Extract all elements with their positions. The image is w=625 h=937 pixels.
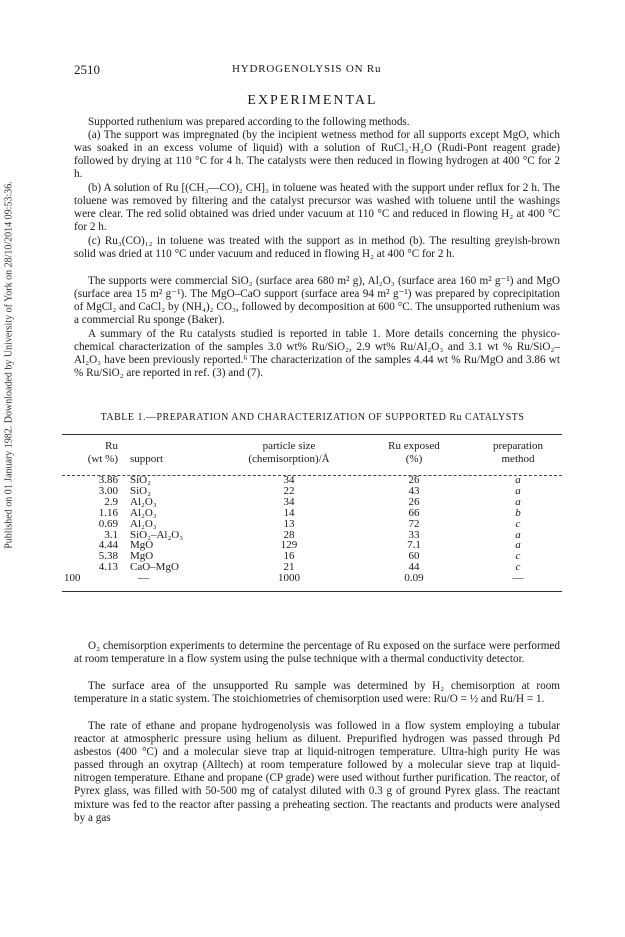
table-cell: 4.13 <box>98 561 118 574</box>
table-cell: c <box>515 550 521 563</box>
table-cell: 34 <box>283 495 295 508</box>
table-cell: 14 <box>283 506 295 519</box>
table-cell: 60 <box>408 550 420 563</box>
table-cell: 26 <box>408 474 420 486</box>
col-header-ru <box>62 440 130 475</box>
table-cell: 1.16 <box>98 506 118 519</box>
table-caption: TABLE 1.—PREPARATION AND CHARACTERIZATION OF SUPPORTED Ru CATALYSTS <box>100 412 525 423</box>
col-header-text: Ru exposed <box>388 440 440 452</box>
table-cell: 7.1 <box>407 539 421 552</box>
col-header-text: method <box>501 453 535 465</box>
table-cell: c <box>515 517 521 530</box>
table-cell: 72 <box>408 517 420 530</box>
paragraph-method-a: (a) The support was impregnated (by the incipient wetness method for all supports except MgO, which was soaked in an excess volume of liquid) with a solution of RuCl₃·H₂O (Rudi-Pont reagent grade) followed by drying at 110 °C for 4 h. The catalysts were then reduced in flowing hydrogen at 400 °C for 2 h. <box>74 129 560 181</box>
paragraph-intro: Supported ruthenium was prepared according to the following methods. <box>88 116 410 128</box>
paragraph-method-b: (b) A solution of Ru [(CH₃—CO)₂ CH]₃ in toluene was heated with the support under reflux for 2 h. The toluene was removed by filtering and the catalyst precursor was washed with toluene until the washings were clear. The red solid obtained was dried under vacuum at 110 °C and reduced in flowing H₂ at 400 °C for 2 h. <box>74 182 560 234</box>
table-cell: 0.09 <box>404 572 424 585</box>
col-header-support <box>130 440 224 475</box>
paragraph-summary: A summary of the Ru catalysts studied is reported in table 1. More details concerning the physico-chemical characterization of the samples 3.0 wt% Ru/SiO₂, 2.9 wt% Ru/Al₂O₃ and 3.1 wt % Ru/SiO₂–Al₂O₃ have been previously reported.⁶ The characterization of the samples 4.44 wt % Ru/MgO and 3.86 wt % Ru/SiO₂ are reported in ref. (3) and (7). <box>74 328 560 380</box>
col-header-particle-size <box>224 440 354 475</box>
section-title: EXPERIMENTAL <box>247 93 378 108</box>
table-cell: 44 <box>408 561 420 574</box>
table-cell: 16 <box>283 550 295 563</box>
col-header-text: (chemisorption)/Å <box>248 453 330 465</box>
table-cell: MgO <box>130 550 154 563</box>
table-cell: 3.1 <box>104 528 118 541</box>
table-cell: a <box>515 539 521 552</box>
col-header-text: Ru <box>105 440 118 452</box>
table-cell: a <box>515 474 521 486</box>
table-cell: 28 <box>283 528 295 541</box>
table-cell: Al₂O₃ <box>130 517 157 530</box>
col-header-text: support <box>130 453 163 465</box>
table-row <box>62 508 562 519</box>
table-cell: 66 <box>408 506 420 519</box>
table-cell: 43 <box>408 484 420 497</box>
table-cell: 34 <box>283 474 295 486</box>
table-cell: a <box>515 495 521 508</box>
col-header-text: preparation <box>492 440 544 452</box>
running-head: HYDROGENOLYSIS ON Ru <box>232 63 382 75</box>
col-header-text: particle size <box>262 440 316 452</box>
table-cell: 3.00 <box>98 484 118 497</box>
table-cell: 22 <box>283 484 295 497</box>
table-cell: — <box>138 572 149 585</box>
paragraph-surface-area: The surface area of the unsupported Ru sample was determined by H₂ chemisorption at room temperature in a static system. The stoichiometries of chemisorption used were: Ru/O = ½ and Ru/H = 1. <box>74 680 560 706</box>
table-cell: MgO <box>130 539 154 552</box>
table-cell: b <box>515 506 521 519</box>
paragraph-hydrogenolysis: The rate of ethane and propane hydrogenolysis was followed in a flow system employing a tubular reactor at atmospheric pressure using helium as diluent. Prepurified hydrogen was passed through Pd asbestos (400 °C) and a molecular sieve trap at liquid-nitrogen temperature. Ultra-high purity He was passed through an oxytrap (Alltech) at room temperature followed by a molecular sieve trap at liquid-nitrogen temperature. Ethane and propane (CP grade) were used without further purification. The reactor, of Pyrex glass, was filled with 50-500 mg of catalyst diluted with 0.3 g of ground Pyrex glass. The reactant mixture was fed to the reactor after passing a preheating section. The reactants and products were analysed by a gas <box>74 720 560 824</box>
paragraph-o2-chemisorption: O₂ chemisorption experiments to determine the percentage of Ru exposed on the surface were performed at room temperature in a flow system using the pulse technique with a thermal conductivity detector. <box>74 640 560 666</box>
table-cell: SiO₂–Al₂O₃ <box>130 528 184 541</box>
table-cell: 13 <box>283 517 295 530</box>
table-header-row <box>62 440 562 475</box>
table-cell: 1000 <box>278 572 300 585</box>
table-cell: a <box>515 528 521 541</box>
table-cell: a <box>515 484 521 497</box>
table-row <box>62 573 562 584</box>
download-notice <box>2 150 16 580</box>
table-cell: 100 <box>64 572 81 585</box>
table-cell: — <box>512 572 524 585</box>
table-cell: c <box>515 561 521 574</box>
table-cell: 0.69 <box>98 517 118 530</box>
table-cell: 33 <box>408 528 420 541</box>
table-cell: SiO₂ <box>130 474 151 486</box>
table-cell: CaO–MgO <box>130 561 179 574</box>
table-cell: 3.86 <box>98 474 118 486</box>
table-cell: 4.44 <box>98 539 118 552</box>
table-row <box>62 562 562 573</box>
table-cell: 129 <box>280 539 298 552</box>
table-cell: SiO₂ <box>130 484 151 497</box>
download-notice-text: Published on 01 January 1982. Downloaded by University of York on 28/10/2014 09:53:36. <box>3 181 15 549</box>
table-bottom-rule <box>62 591 562 592</box>
paragraph-supports: The supports were commercial SiO₂ (surface area 680 m² g), Al₂O₃ (surface area 160 m² g⁻¹) and MgO (surface area 15 m² g⁻¹). The MgO–CaO support (surface area 94 m² g⁻¹) was prepared by coprecipitation of MgCl₂ and CaCl₂ by (NH₄)₂ CO₃, followed by decomposition at 600 °C. The unsupported ruthenium was a commercial Ru sponge (Baker). <box>74 275 560 327</box>
catalyst-table <box>62 440 562 584</box>
table-cell: 5.38 <box>98 550 118 563</box>
paragraph-method-c: (c) Ru₃(CO)₁₂ in toluene was treated with the support as in method (b). The resulting greyish-brown solid was dried at 110 °C under vacuum and reduced in flowing H₂ at 400 °C for 2 h. <box>74 235 560 261</box>
table-top-rule <box>62 434 562 435</box>
table-cell: 26 <box>408 495 420 508</box>
table-cell: 2.9 <box>104 495 118 508</box>
col-header-text: (wt %) <box>87 453 118 465</box>
page-number: 2510 <box>74 62 100 77</box>
table-row <box>62 519 562 530</box>
col-header-text: (%) <box>405 453 423 465</box>
table-cell: Al₂O₃ <box>130 495 157 508</box>
col-header-ru-exposed <box>354 440 474 475</box>
table-cell: Al₂O₃ <box>130 506 157 519</box>
table-cell: 21 <box>283 561 295 574</box>
col-header-method <box>474 440 562 475</box>
